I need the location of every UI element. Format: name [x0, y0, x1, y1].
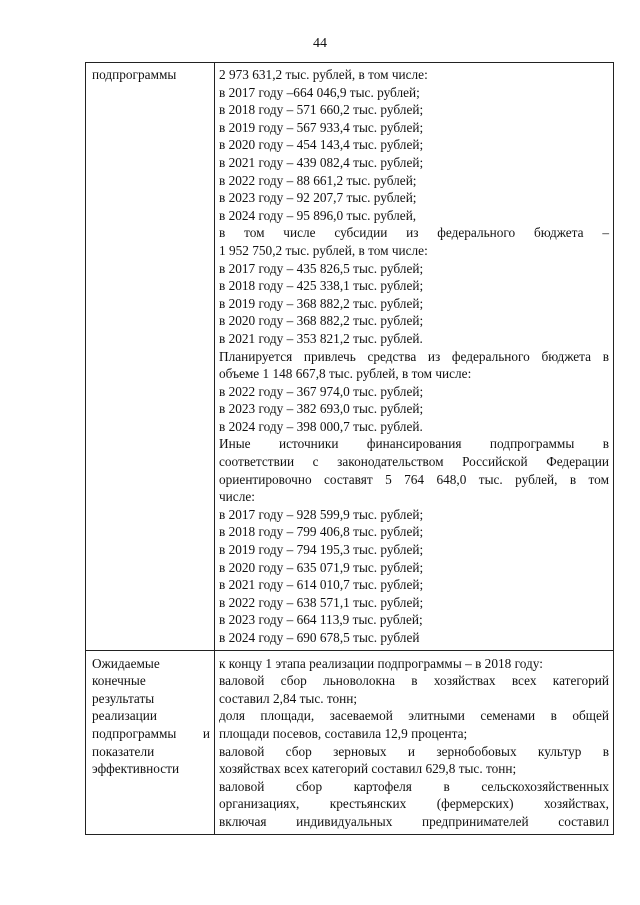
row-label-cell [86, 650, 215, 834]
text-line: площади посевов, составила 12,9 процента; [219, 725, 468, 741]
text-line: в 2024 году – 95 896,0 тыс. рублей, [219, 207, 417, 223]
content-lines [219, 655, 609, 831]
text-line: объеме 1 148 667,8 тыс. рублей, в том числе: [219, 366, 472, 382]
text-line: в 2021 году – 614 010,7 тыс. рублей; [219, 577, 424, 593]
text-line: Иные источники финансирования подпрограммы в [219, 436, 609, 452]
text-line: в 2023 году – 664 113,9 тыс. рублей; [219, 612, 423, 628]
text-line: хозяйствах всех категорий составил 629,8 тыс. тонн; [219, 761, 517, 777]
text-line: в 2020 году – 454 143,4 тыс. рублей; [219, 137, 424, 153]
text-line: в 2019 году – 794 195,3 тыс. рублей; [219, 542, 424, 558]
text-line: включая индивидуальных предпринимателей составил [219, 813, 609, 829]
page-number: 44 [313, 36, 327, 51]
text-line: в том числе субсидии из федерального бюджета – [219, 225, 609, 241]
row-label: подпрограммы [92, 67, 177, 82]
text-line: числе: [219, 489, 255, 505]
text-line: Планируется привлечь средства из федерального бюджета в [219, 348, 609, 364]
text-line: в 2018 году – 799 406,8 тыс. рублей; [219, 524, 424, 540]
label-line: конечные [92, 673, 146, 689]
text-line: в 2018 году – 425 338,1 тыс. рублей; [219, 278, 424, 294]
text-line: в 2021 году – 353 821,2 тыс. рублей. [219, 330, 423, 346]
label-line: эффективности [92, 761, 180, 777]
table-row [86, 63, 614, 651]
text-line: в 2019 году – 567 933,4 тыс. рублей; [219, 119, 424, 135]
text-line: валовой сбор картофеля в сельскохозяйственных [219, 778, 609, 794]
row-content-cell [215, 63, 614, 651]
text-line: в 2024 году – 398 000,7 тыс. рублей. [219, 418, 423, 434]
text-line: в 2020 году – 368 882,2 тыс. рублей; [219, 313, 424, 329]
text-line: в 2023 году – 382 693,0 тыс. рублей; [219, 401, 424, 417]
text-line: в 2022 году – 638 571,1 тыс. рублей; [219, 594, 424, 610]
label-line: реализации [92, 708, 157, 724]
text-line: в 2022 году – 88 661,2 тыс. рублей; [219, 172, 417, 188]
row-content-cell [215, 650, 614, 834]
program-table [85, 62, 614, 835]
text-line: 2 973 631,2 тыс. рублей, в том числе: [219, 67, 428, 82]
text-line: к концу 1 этапа реализации подпрограммы – в 2018 году: [219, 655, 543, 671]
table-row [86, 650, 614, 834]
text-line: в 2022 году – 367 974,0 тыс. рублей; [219, 383, 424, 399]
text-line: доля площади, засеваемой элитными семенами в общей [219, 708, 609, 724]
text-line: в 2017 году – 435 826,5 тыс. рублей; [219, 260, 424, 276]
text-line: валовой сбор зерновых и зернобобовых культур в [219, 743, 609, 759]
text-line: в 2017 году – 928 599,9 тыс. рублей; [219, 506, 424, 522]
label-line: показатели [92, 743, 155, 759]
label-line: подпрограммы и [92, 725, 210, 741]
label-line: результаты [92, 690, 155, 706]
text-line: составил 2,84 тыс. тонн; [219, 690, 358, 706]
label-line: Ожидаемые [92, 655, 160, 671]
text-line: 1 952 750,2 тыс. рублей, в том числе: [219, 242, 428, 258]
text-line: в 2020 году – 635 071,9 тыс. рублей; [219, 559, 424, 575]
content-lines [219, 66, 609, 647]
row-label [92, 655, 210, 778]
text-line: в 2021 году – 439 082,4 тыс. рублей; [219, 154, 424, 170]
text-line: соответствии с законодательством Российской Федерации [219, 454, 609, 470]
text-line: в 2019 году – 368 882,2 тыс. рублей; [219, 295, 424, 311]
row-label-cell [86, 63, 215, 651]
text-line: в 2024 году – 690 678,5 тыс. рублей [219, 630, 420, 645]
text-line: ориентировочно составят 5 764 648,0 тыс. рублей, в том [219, 471, 609, 487]
text-line: в 2018 году – 571 660,2 тыс. рублей; [219, 102, 424, 118]
text-line: организациях, крестьянских (фермерских) хозяйствах, [219, 796, 609, 812]
text-line: в 2023 году – 92 207,7 тыс. рублей; [219, 190, 417, 206]
text-line: в 2017 году –664 046,9 тыс. рублей; [219, 84, 420, 100]
text-line: валовой сбор льноволокна в хозяйствах всех категорий [219, 673, 609, 689]
